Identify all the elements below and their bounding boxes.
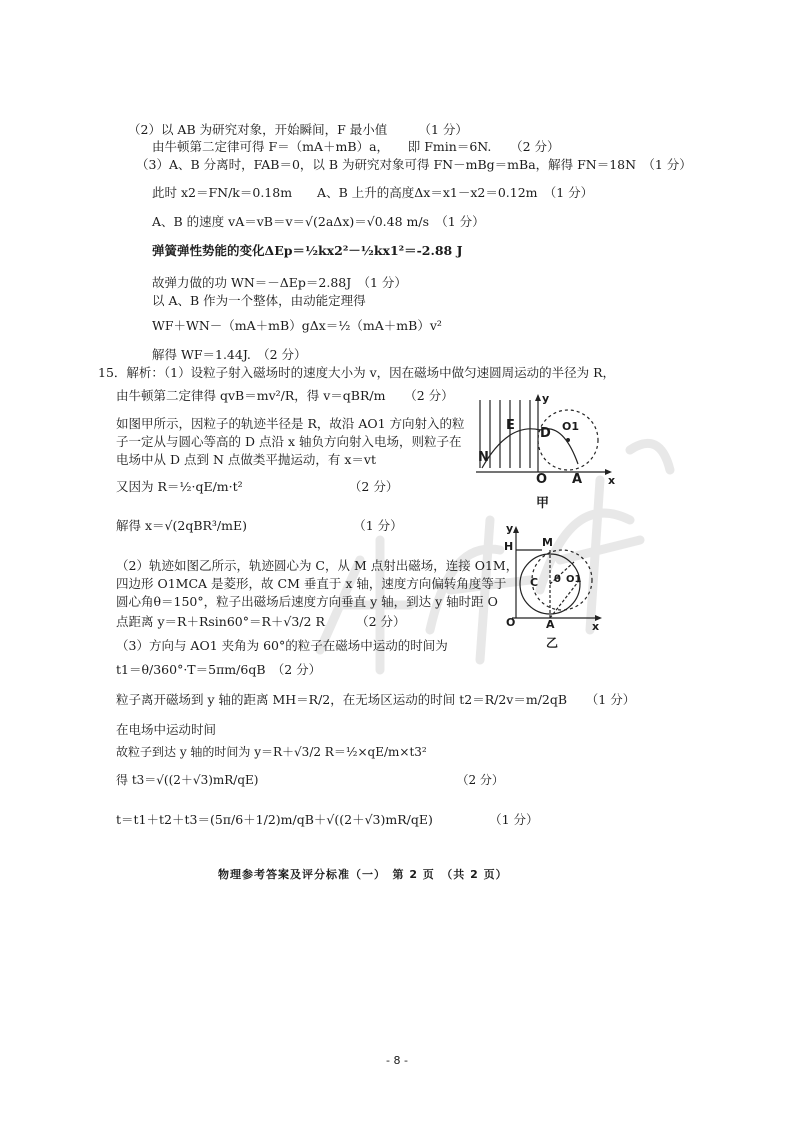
text-line: 解得 WF＝1.44J. （2 分） bbox=[152, 347, 307, 362]
text-line: A、B 的速度 vA＝vB＝v＝√(2aΔx)＝√0.48 m/s （1 分） bbox=[152, 214, 485, 229]
figure-yi-label-y: y bbox=[506, 522, 514, 535]
text-line: t1＝θ/360°·T＝5πm/6qB （2 分） bbox=[116, 662, 322, 677]
figure-yi-label-h: H bbox=[504, 540, 514, 553]
figure-yi-label-theta: θ bbox=[554, 574, 561, 585]
figure-yi-label-c: C bbox=[530, 576, 539, 589]
figure-jia-caption: 甲 bbox=[536, 496, 550, 511]
text-line: 电场中从 D 点到 N 点做类平抛运动，有 x＝vt bbox=[116, 452, 376, 467]
text-line: 故粒子到达 y 轴的时间为 y＝R＋√3/2 R＝½×qE/m×t3² bbox=[116, 745, 427, 759]
text-line: WF＋WN－（mA＋mB）gΔx＝½（mA＋mB）v² bbox=[152, 318, 442, 333]
figure-yi-label-o1: O1 bbox=[566, 574, 582, 585]
text-line: 以 A、B 作为一个整体，由动能定理得 bbox=[152, 293, 366, 308]
figure-jia bbox=[468, 392, 618, 510]
figure-jia-label-x: x bbox=[608, 474, 616, 487]
figure-yi bbox=[504, 522, 604, 652]
text-line: 四边形 O1MCA 是菱形，故 CM 垂直于 x 轴，速度方向偏转角度等于 bbox=[116, 576, 507, 591]
figure-yi-caption: 乙 bbox=[546, 636, 559, 650]
text-line: 得 t3＝√((2＋√3)mR/qE) （2 分） bbox=[116, 773, 504, 787]
text-line: 弹簧弹性势能的变化ΔEp＝½kx2²－½kx1²＝-2.88 J bbox=[152, 243, 463, 258]
text-line: 点距离 y＝R＋Rsin60°＝R＋√3/2 R （2 分） bbox=[116, 614, 406, 629]
page-footer: 物理参考答案及评分标准（一） 第 2 页 （共 2 页） bbox=[218, 868, 508, 881]
text-line: 又因为 R＝½·qE/m·t² （2 分） bbox=[116, 479, 399, 494]
figure-jia-label-a: A bbox=[572, 472, 583, 487]
text-line: 如图甲所示，因粒子的轨迹半径是 R，故沿 AO1 方向射入的粒 bbox=[116, 416, 465, 431]
text-line: （2）轨迹如图乙所示，轨迹圆心为 C，从 M 点射出磁场，连接 O1M， bbox=[116, 558, 519, 573]
figure-yi-label-o: O bbox=[506, 616, 516, 629]
text-line: 由牛顿第二定律可得 F＝（mA＋mB）a， 即 Fmin＝6N. （2 分） bbox=[152, 139, 560, 154]
figure-jia-label-o1: O1 bbox=[562, 420, 580, 433]
text-line: 此时 x2＝FN/k＝0.18m A、B 上升的高度Δx＝x1－x2＝0.12m （1 分） bbox=[152, 185, 594, 200]
figure-yi-label-x: x bbox=[592, 620, 600, 633]
text-line: 圆心角θ＝150°，粒子出磁场后速度方向垂直 y 轴，到达 y 轴时距 O bbox=[116, 594, 498, 609]
figure-jia-label-y: y bbox=[542, 392, 550, 405]
page-number: - 8 - bbox=[386, 1054, 408, 1067]
figure-jia-label-d: D bbox=[540, 426, 551, 441]
figure-yi-label-a: A bbox=[546, 618, 555, 631]
text-line: 故弹力做的功 WN＝－ΔEp＝2.88J （1 分） bbox=[152, 275, 407, 290]
text-line: t＝t1＋t2＋t3＝(5π/6＋1/2)m/qB＋√((2＋√3)mR/qE) （1 分） bbox=[116, 812, 539, 827]
text-line: 解得 x＝√(2qBR³/mE) （1 分） bbox=[116, 518, 403, 533]
text-line: （3）方向与 AO1 夹角为 60°的粒子在磁场中运动的时间为 bbox=[116, 638, 448, 653]
text-line: 粒子离开磁场到 y 轴的距离 MH＝R/2，在无场区运动的时间 t2＝R/2v＝m/2qB （1 分） bbox=[116, 692, 636, 707]
text-line: 子一定从与圆心等高的 D 点沿 x 轴负方向射入电场，则粒子在 bbox=[116, 434, 462, 449]
text-line: （3）A、B 分离时，FAB＝0，以 B 为研究对象可得 FN－mBg＝mBa，解得 FN＝18N （1 分） bbox=[136, 157, 692, 172]
text-line: 15．解析：（1）设粒子射入磁场时的速度大小为 v，因在磁场中做匀速圆周运动的半径为 R， bbox=[98, 365, 616, 380]
figure-yi-label-m: M bbox=[542, 536, 553, 549]
text-line: 在电场中运动时间 bbox=[116, 722, 217, 737]
figure-jia-label-n: N bbox=[478, 450, 489, 465]
figure-jia-label-o: O bbox=[536, 472, 548, 487]
figure-jia-label-e: E bbox=[506, 418, 515, 433]
figure-yi-drawing bbox=[504, 522, 604, 652]
text-line: （2）以 AB 为研究对象，开始瞬间，F 最小值 （1 分） bbox=[128, 122, 468, 137]
text-line: 由牛顿第二定律得 qvB＝mv²/R，得 v＝qBR/m （2 分） bbox=[116, 388, 454, 403]
